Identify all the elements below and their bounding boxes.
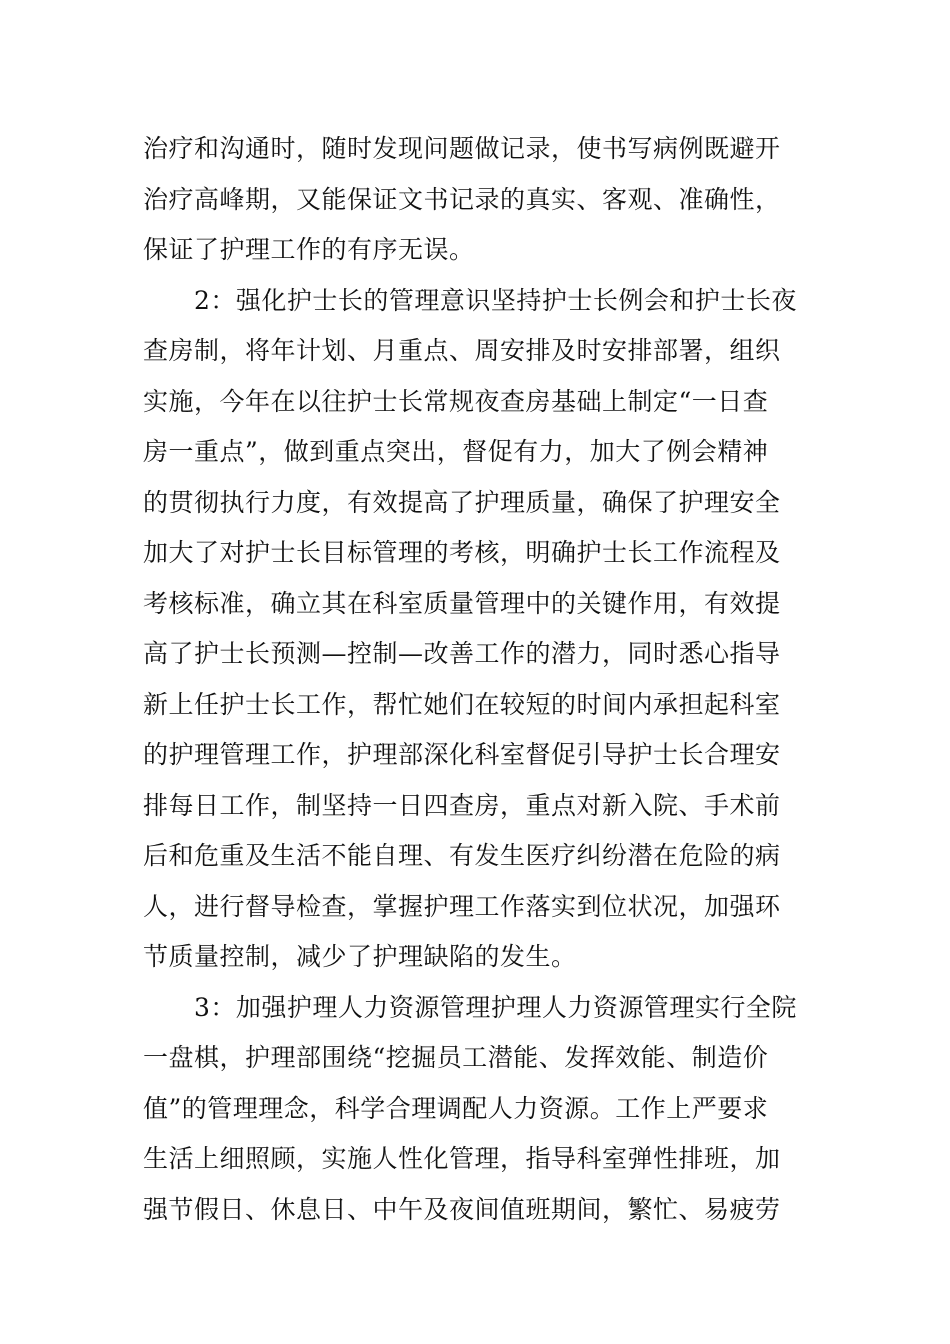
text-line: 生活上细照顾，实施人性化管理，指导科室弹性排班，加 <box>143 1144 781 1173</box>
text-line: 节质量控制，减少了护理缺陷的发生。 <box>143 942 577 971</box>
text-line: 的贯彻执行力度，有效提高了护理质量，确保了护理安全 <box>143 487 781 517</box>
text-line: 3：加强护理人力资源管理护理人力资源管理实行全院 <box>143 992 797 1022</box>
text-line: 后和危重及生活不能自理、有发生医疗纠纷潜在危险的病 <box>143 841 781 870</box>
text-line: 排每日工作，制坚持一日四查房，重点对新入院、手术前 <box>143 790 781 820</box>
text-line: 查房制，将年计划、月重点、周安排及时安排部署，组织 <box>143 336 781 365</box>
text-line: 强节假日、休息日、中午及夜间值班期间，繁忙、易疲劳 <box>143 1194 781 1224</box>
text-line: 新上任护士长工作，帮忙她们在较短的时间内承担起科室 <box>143 689 781 719</box>
text-line: 治疗和沟通时，随时发现问题做记录，使书写病例既避开 <box>143 134 781 163</box>
text-line: 房一重点”，做到重点突出，督促有力，加大了例会精神 <box>143 437 769 466</box>
text-line: 高了护士长预测—控制—改善工作的潜力，同时悉心指导 <box>143 639 781 668</box>
text-line: 值”的管理理念，科学合理调配人力资源。工作上严要求 <box>143 1093 769 1123</box>
text-line: 2：强化护士长的管理意识坚持护士长例会和护士长夜 <box>143 285 797 315</box>
text-line: 实施，今年在以往护士长常规夜查房基础上制定“一日查 <box>143 386 769 416</box>
text-line: 人，进行督导检查，掌握护理工作落实到位状况，加强环 <box>143 891 781 921</box>
document-body <box>143 124 813 1235</box>
text-line: 保证了护理工作的有序无误。 <box>143 235 475 264</box>
text-line: 的护理管理工作，护理部深化科室督促引导护士长合理安 <box>143 740 781 769</box>
text-line: 考核标准，确立其在科室质量管理中的关键作用，有效提 <box>143 588 781 618</box>
text-line: 一盘棋，护理部围绕“挖掘员工潜能、发挥效能、制造价 <box>143 1043 769 1072</box>
text-line: 加大了对护士长目标管理的考核，明确护士长工作流程及 <box>143 538 781 567</box>
text-line: 治疗高峰期，又能保证文书记录的真实、客观、准确性， <box>143 184 781 214</box>
